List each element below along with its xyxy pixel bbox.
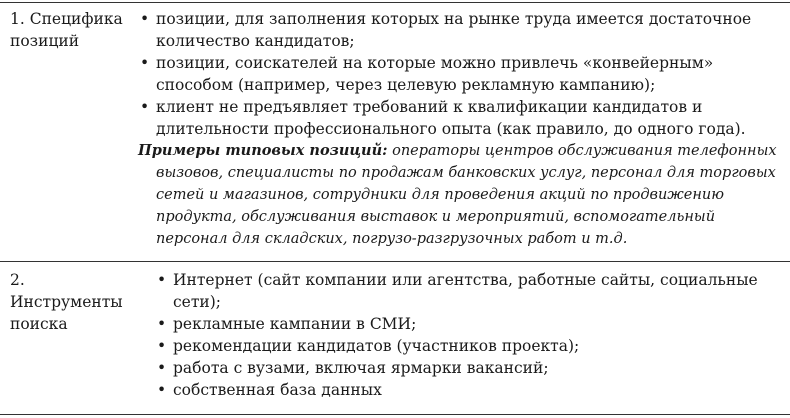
list-item-text: клиент не предъявляет требований к квалификации кандидатов и длительности профессионального опыта (как правило, до одного года).	[156, 98, 746, 138]
bullet-icon: •	[140, 54, 150, 72]
bullet-icon: •	[157, 381, 167, 399]
row-content-specifics	[138, 8, 778, 250]
bullet-list-search-tools	[155, 269, 790, 401]
examples-text: операторы центров обслуживания телефонных вызовов, специалисты по продажам банковских услуг, персонал для торговых сетей и магазинов, сотрудники для проведения акций по продвижению продукта, обслуживания выставок и мероприятий, вспомогательный персонал для складских, погрузо-разгрузочных работ и т.д.	[156, 143, 777, 247]
list-item	[155, 357, 790, 379]
bullet-icon: •	[157, 359, 167, 377]
list-item-text: рекламные кампании в СМИ;	[173, 315, 417, 333]
list-item	[155, 379, 790, 401]
list-item	[155, 269, 790, 313]
list-item	[155, 313, 790, 335]
list-item-text: позиции, соискателей на которые можно привлечь «конвейерным» способом (например, через целевую рекламную кампанию);	[156, 54, 714, 94]
list-item	[138, 8, 778, 52]
row-label-specifics: 1. Специфика позиций	[10, 10, 123, 50]
list-item-text: собственная база данных	[173, 381, 382, 399]
row-content-search-tools	[155, 269, 790, 401]
bullet-icon: •	[140, 10, 150, 28]
list-item	[138, 52, 778, 96]
examples-lead: Примеры типовых позиций:	[138, 142, 388, 159]
list-item	[138, 96, 778, 140]
list-item-text: позиции, для заполнения которых на рынке труда имеется достаточное количество кандидатов;	[156, 10, 752, 50]
bullet-icon: •	[157, 271, 167, 289]
table-row-divider	[0, 261, 790, 262]
bullet-list-specifics	[138, 8, 778, 140]
row-label-search-tools: 2. Инструменты поиска	[10, 271, 123, 333]
list-item-text: Интернет (сайт компании или агентства, работные сайты, социальные сети);	[173, 271, 758, 311]
bullet-icon: •	[157, 337, 167, 355]
bullet-icon: •	[140, 98, 150, 116]
bullet-icon: •	[157, 315, 167, 333]
examples-paragraph	[138, 140, 778, 250]
list-item-text: работа с вузами, включая ярмарки вакансий;	[173, 359, 549, 377]
table-bottom-rule	[0, 414, 790, 415]
list-item-text: рекомендации кандидатов (участников проекта);	[173, 337, 580, 355]
table-top-rule	[0, 2, 790, 3]
list-item	[155, 335, 790, 357]
